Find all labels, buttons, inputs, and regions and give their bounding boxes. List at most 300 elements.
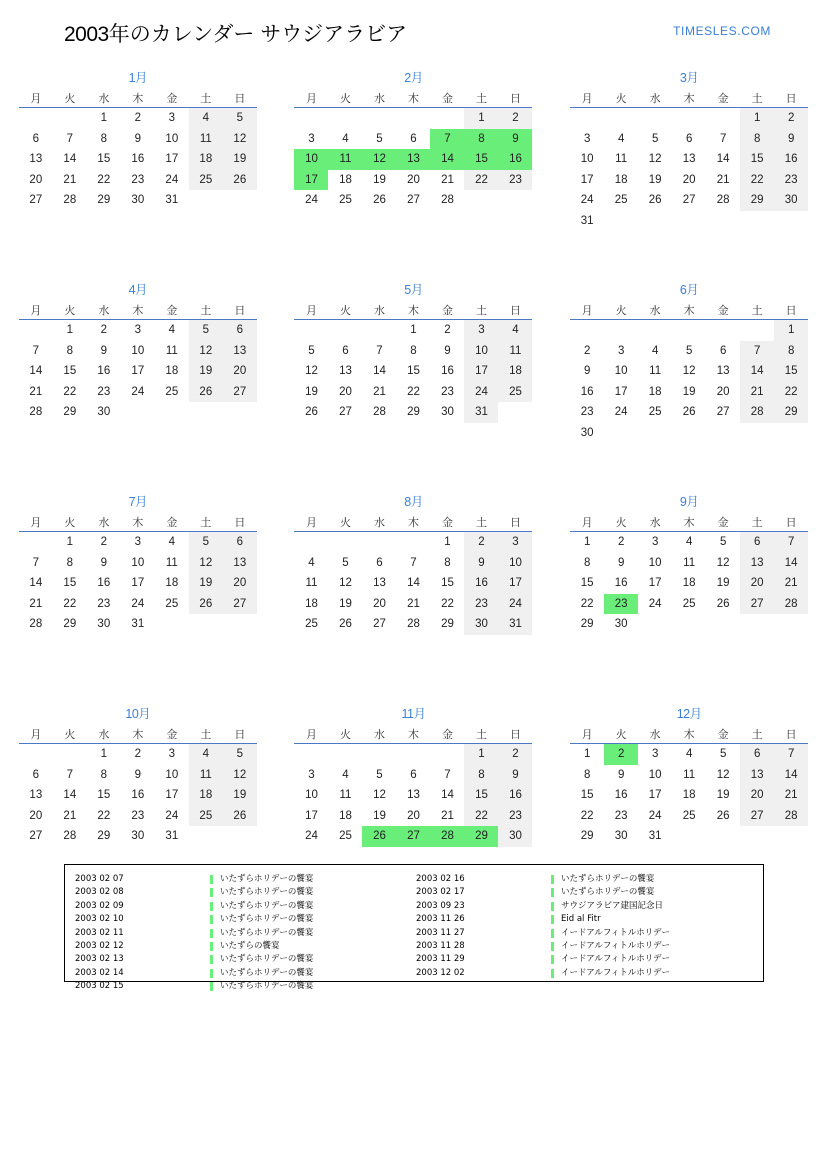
day-cell[interactable]: 22 <box>580 597 594 610</box>
day-cell[interactable]: 6 <box>719 344 727 357</box>
day-cell[interactable]: 21 <box>373 385 386 398</box>
day-cell[interactable]: 29 <box>97 194 111 207</box>
day-cell[interactable]: 1 <box>464 108 498 129</box>
day-cell[interactable]: 18 <box>648 385 662 398</box>
day-cell[interactable]: 11 <box>165 556 178 569</box>
day-cell[interactable]: 20 <box>29 173 43 186</box>
day-cell-holiday[interactable]: 10 <box>294 149 328 170</box>
day-cell[interactable]: 20 <box>339 385 352 398</box>
day-cell-holiday[interactable]: 9 <box>498 129 532 150</box>
day-cell[interactable]: 26 <box>305 406 318 419</box>
day-cell[interactable]: 5 <box>342 556 349 569</box>
day-cell[interactable]: 17 <box>580 173 594 186</box>
day-cell[interactable]: 28 <box>407 618 420 631</box>
day-cell[interactable]: 8 <box>100 768 108 781</box>
day-cell[interactable]: 22 <box>774 382 808 403</box>
day-cell[interactable]: 29 <box>441 618 454 631</box>
day-cell[interactable]: 26 <box>648 194 662 207</box>
day-cell[interactable]: 3 <box>583 132 591 145</box>
day-cell[interactable]: 20 <box>407 809 420 822</box>
day-cell[interactable]: 16 <box>580 385 594 398</box>
day-cell[interactable]: 7 <box>444 768 451 781</box>
day-cell[interactable]: 15 <box>740 149 774 170</box>
day-cell[interactable]: 1 <box>410 324 417 337</box>
day-cell[interactable]: 30 <box>97 406 111 419</box>
day-cell[interactable]: 16 <box>131 153 145 166</box>
day-cell[interactable]: 20 <box>29 809 43 822</box>
day-cell[interactable]: 14 <box>740 361 774 382</box>
day-cell[interactable]: 3 <box>617 344 625 357</box>
day-cell[interactable]: 21 <box>63 809 77 822</box>
day-cell[interactable]: 6 <box>685 132 693 145</box>
day-cell[interactable]: 20 <box>373 597 386 610</box>
day-cell[interactable]: 20 <box>740 573 774 594</box>
day-cell[interactable]: 14 <box>774 553 808 574</box>
day-cell[interactable]: 9 <box>464 553 498 574</box>
day-cell[interactable]: 20 <box>682 173 696 186</box>
day-cell[interactable]: 2 <box>134 112 142 125</box>
day-cell[interactable]: 1 <box>444 536 451 549</box>
day-cell-holiday[interactable]: 15 <box>464 149 498 170</box>
day-cell[interactable]: 13 <box>339 365 352 378</box>
day-cell[interactable]: 29 <box>774 402 808 423</box>
day-cell[interactable]: 7 <box>66 768 74 781</box>
day-cell[interactable]: 16 <box>614 577 628 590</box>
day-cell[interactable]: 18 <box>614 173 628 186</box>
day-cell[interactable]: 11 <box>339 789 352 802</box>
day-cell[interactable]: 1 <box>100 112 108 125</box>
day-cell[interactable]: 7 <box>32 556 40 569</box>
day-cell[interactable]: 22 <box>407 385 420 398</box>
day-cell[interactable]: 11 <box>498 341 532 362</box>
day-cell[interactable]: 20 <box>740 785 774 806</box>
day-cell-holiday[interactable]: 29 <box>464 826 498 847</box>
day-cell[interactable]: 10 <box>165 132 179 145</box>
day-cell[interactable]: 24 <box>165 809 179 822</box>
day-cell[interactable]: 4 <box>651 344 659 357</box>
day-cell[interactable]: 22 <box>97 173 111 186</box>
day-cell[interactable]: 20 <box>407 173 420 186</box>
day-cell[interactable]: 19 <box>223 785 257 806</box>
day-cell[interactable]: 30 <box>498 826 532 847</box>
day-cell-holiday[interactable]: 2 <box>604 744 638 765</box>
day-cell[interactable]: 21 <box>441 173 454 186</box>
day-cell-holiday[interactable]: 26 <box>362 826 396 847</box>
day-cell[interactable]: 9 <box>134 132 142 145</box>
day-cell[interactable]: 6 <box>740 532 774 553</box>
day-cell[interactable]: 30 <box>614 618 628 631</box>
day-cell[interactable]: 4 <box>342 768 349 781</box>
day-cell[interactable]: 14 <box>63 789 77 802</box>
day-cell[interactable]: 6 <box>223 320 257 341</box>
day-cell[interactable]: 23 <box>131 173 145 186</box>
day-cell[interactable]: 11 <box>165 344 178 357</box>
day-cell[interactable]: 9 <box>617 768 625 781</box>
day-cell[interactable]: 25 <box>189 806 223 827</box>
day-cell[interactable]: 26 <box>339 618 352 631</box>
day-cell[interactable]: 23 <box>131 809 145 822</box>
day-cell[interactable]: 26 <box>716 597 730 610</box>
day-cell[interactable]: 21 <box>716 173 730 186</box>
day-cell[interactable]: 26 <box>223 806 257 827</box>
day-cell[interactable]: 29 <box>580 618 594 631</box>
day-cell[interactable]: 28 <box>740 402 774 423</box>
day-cell[interactable]: 2 <box>100 536 108 549</box>
day-cell[interactable]: 27 <box>29 830 43 843</box>
day-cell[interactable]: 19 <box>648 173 662 186</box>
day-cell[interactable]: 22 <box>441 597 454 610</box>
day-cell[interactable]: 11 <box>683 556 696 569</box>
day-cell[interactable]: 22 <box>63 385 77 398</box>
day-cell[interactable]: 17 <box>165 789 179 802</box>
day-cell[interactable]: 10 <box>648 768 662 781</box>
day-cell[interactable]: 24 <box>648 597 662 610</box>
day-cell[interactable]: 26 <box>223 170 257 191</box>
day-cell[interactable]: 18 <box>498 361 532 382</box>
day-cell[interactable]: 16 <box>97 577 111 590</box>
day-cell[interactable]: 6 <box>32 768 40 781</box>
day-cell[interactable]: 19 <box>339 597 352 610</box>
day-cell[interactable]: 3 <box>308 132 315 145</box>
day-cell[interactable]: 9 <box>100 344 108 357</box>
day-cell[interactable]: 31 <box>580 214 594 227</box>
day-cell[interactable]: 31 <box>648 830 662 843</box>
day-cell[interactable]: 11 <box>615 153 628 166</box>
day-cell[interactable]: 12 <box>223 129 257 150</box>
day-cell[interactable]: 2 <box>498 108 532 129</box>
day-cell[interactable]: 15 <box>407 365 420 378</box>
day-cell[interactable]: 7 <box>719 132 727 145</box>
day-cell[interactable]: 13 <box>740 553 774 574</box>
day-cell[interactable]: 18 <box>682 577 696 590</box>
day-cell[interactable]: 13 <box>29 789 43 802</box>
day-cell[interactable]: 19 <box>682 385 696 398</box>
day-cell-holiday[interactable]: 23 <box>604 594 638 615</box>
day-cell-holiday[interactable]: 11 <box>328 149 362 170</box>
day-cell[interactable]: 25 <box>498 382 532 403</box>
day-cell[interactable]: 3 <box>498 532 532 553</box>
day-cell[interactable]: 31 <box>464 402 498 423</box>
day-cell[interactable]: 30 <box>464 614 498 635</box>
day-cell[interactable]: 5 <box>189 320 223 341</box>
day-cell[interactable]: 16 <box>774 149 808 170</box>
day-cell[interactable]: 17 <box>614 385 628 398</box>
day-cell[interactable]: 25 <box>165 597 179 610</box>
day-cell[interactable]: 13 <box>223 553 257 574</box>
day-cell[interactable]: 5 <box>376 768 383 781</box>
day-cell[interactable]: 16 <box>131 789 145 802</box>
day-cell[interactable]: 23 <box>97 597 111 610</box>
day-cell[interactable]: 30 <box>97 618 111 631</box>
day-cell[interactable]: 16 <box>498 785 532 806</box>
day-cell[interactable]: 1 <box>464 744 498 765</box>
day-cell[interactable]: 11 <box>189 129 223 150</box>
day-cell[interactable]: 26 <box>189 382 223 403</box>
day-cell[interactable]: 13 <box>373 577 386 590</box>
day-cell[interactable]: 19 <box>223 149 257 170</box>
day-cell[interactable]: 9 <box>100 556 108 569</box>
day-cell[interactable]: 9 <box>498 765 532 786</box>
day-cell[interactable]: 9 <box>444 344 451 357</box>
day-cell[interactable]: 28 <box>774 594 808 615</box>
day-cell[interactable]: 5 <box>651 132 659 145</box>
day-cell[interactable]: 30 <box>614 830 628 843</box>
day-cell[interactable]: 29 <box>63 618 77 631</box>
day-cell[interactable]: 22 <box>740 170 774 191</box>
day-cell[interactable]: 4 <box>685 748 693 761</box>
day-cell[interactable]: 28 <box>63 194 77 207</box>
day-cell[interactable]: 11 <box>683 768 696 781</box>
day-cell[interactable]: 10 <box>648 556 662 569</box>
day-cell[interactable]: 2 <box>464 532 498 553</box>
day-cell[interactable]: 28 <box>373 406 386 419</box>
day-cell[interactable]: 4 <box>685 536 693 549</box>
day-cell[interactable]: 25 <box>339 830 352 843</box>
day-cell[interactable]: 10 <box>498 553 532 574</box>
day-cell[interactable]: 22 <box>464 170 498 191</box>
day-cell[interactable]: 23 <box>464 594 498 615</box>
day-cell[interactable]: 16 <box>464 573 498 594</box>
day-cell[interactable]: 13 <box>716 365 730 378</box>
day-cell[interactable]: 31 <box>165 194 179 207</box>
day-cell-holiday[interactable]: 13 <box>396 149 430 170</box>
day-cell[interactable]: 27 <box>740 594 774 615</box>
day-cell[interactable]: 6 <box>410 768 417 781</box>
day-cell[interactable]: 28 <box>716 194 730 207</box>
day-cell[interactable]: 21 <box>774 573 808 594</box>
day-cell[interactable]: 8 <box>410 344 417 357</box>
day-cell[interactable]: 29 <box>740 190 774 211</box>
day-cell[interactable]: 25 <box>339 194 352 207</box>
day-cell[interactable]: 8 <box>774 341 808 362</box>
day-cell[interactable]: 26 <box>373 194 386 207</box>
day-cell[interactable]: 27 <box>407 194 420 207</box>
day-cell[interactable]: 21 <box>29 597 43 610</box>
day-cell[interactable]: 23 <box>580 406 594 419</box>
day-cell[interactable]: 1 <box>583 748 591 761</box>
day-cell[interactable]: 1 <box>66 324 74 337</box>
day-cell[interactable]: 24 <box>305 830 318 843</box>
day-cell[interactable]: 24 <box>614 406 628 419</box>
day-cell[interactable]: 30 <box>580 426 594 439</box>
day-cell[interactable]: 24 <box>131 385 145 398</box>
day-cell[interactable]: 18 <box>189 149 223 170</box>
day-cell[interactable]: 12 <box>716 556 730 569</box>
day-cell[interactable]: 22 <box>63 597 77 610</box>
day-cell[interactable]: 27 <box>339 406 352 419</box>
day-cell[interactable]: 7 <box>410 556 417 569</box>
day-cell[interactable]: 19 <box>189 361 223 382</box>
day-cell[interactable]: 5 <box>719 748 727 761</box>
day-cell[interactable]: 24 <box>464 382 498 403</box>
day-cell[interactable]: 18 <box>682 789 696 802</box>
day-cell[interactable]: 6 <box>410 132 417 145</box>
day-cell[interactable]: 24 <box>305 194 318 207</box>
day-cell[interactable]: 23 <box>498 806 532 827</box>
day-cell[interactable]: 12 <box>373 789 386 802</box>
day-cell[interactable]: 2 <box>774 108 808 129</box>
day-cell-holiday[interactable]: 12 <box>362 149 396 170</box>
day-cell[interactable]: 23 <box>441 385 454 398</box>
day-cell[interactable]: 6 <box>32 132 40 145</box>
day-cell[interactable]: 10 <box>464 341 498 362</box>
day-cell[interactable]: 4 <box>168 536 176 549</box>
day-cell[interactable]: 15 <box>63 365 77 378</box>
day-cell[interactable]: 8 <box>444 556 451 569</box>
day-cell[interactable]: 6 <box>376 556 383 569</box>
day-cell[interactable]: 24 <box>131 597 145 610</box>
day-cell[interactable]: 11 <box>189 765 223 786</box>
day-cell[interactable]: 20 <box>223 573 257 594</box>
day-cell[interactable]: 31 <box>165 830 179 843</box>
day-cell[interactable]: 21 <box>441 809 454 822</box>
day-cell[interactable]: 3 <box>168 112 176 125</box>
day-cell[interactable]: 9 <box>774 129 808 150</box>
day-cell[interactable]: 13 <box>407 789 420 802</box>
day-cell[interactable]: 17 <box>131 577 145 590</box>
day-cell[interactable]: 22 <box>464 806 498 827</box>
day-cell[interactable]: 24 <box>648 809 662 822</box>
day-cell[interactable]: 3 <box>308 768 315 781</box>
day-cell[interactable]: 12 <box>189 341 223 362</box>
day-cell[interactable]: 14 <box>63 153 77 166</box>
day-cell[interactable]: 19 <box>716 577 730 590</box>
day-cell[interactable]: 13 <box>29 153 43 166</box>
day-cell[interactable]: 5 <box>223 108 257 129</box>
day-cell[interactable]: 19 <box>305 385 318 398</box>
day-cell[interactable]: 15 <box>63 577 77 590</box>
day-cell[interactable]: 3 <box>168 748 176 761</box>
day-cell[interactable]: 16 <box>441 365 454 378</box>
day-cell[interactable]: 19 <box>716 789 730 802</box>
day-cell[interactable]: 14 <box>29 365 43 378</box>
day-cell[interactable]: 15 <box>441 577 454 590</box>
day-cell[interactable]: 17 <box>648 789 662 802</box>
day-cell[interactable]: 23 <box>614 809 628 822</box>
day-cell[interactable]: 6 <box>342 344 349 357</box>
day-cell[interactable]: 1 <box>583 536 591 549</box>
day-cell[interactable]: 28 <box>29 406 43 419</box>
day-cell[interactable]: 2 <box>583 344 591 357</box>
day-cell[interactable]: 10 <box>131 344 145 357</box>
day-cell[interactable]: 12 <box>716 768 730 781</box>
day-cell[interactable]: 10 <box>305 789 318 802</box>
day-cell[interactable]: 21 <box>407 597 420 610</box>
day-cell[interactable]: 7 <box>774 744 808 765</box>
day-cell[interactable]: 29 <box>63 406 77 419</box>
day-cell[interactable]: 3 <box>651 536 659 549</box>
day-cell[interactable]: 25 <box>682 809 696 822</box>
day-cell[interactable]: 12 <box>305 365 318 378</box>
day-cell[interactable]: 14 <box>774 765 808 786</box>
day-cell[interactable]: 13 <box>682 153 696 166</box>
day-cell[interactable]: 27 <box>716 406 730 419</box>
day-cell[interactable]: 23 <box>774 170 808 191</box>
day-cell[interactable]: 7 <box>774 532 808 553</box>
day-cell[interactable]: 18 <box>339 173 352 186</box>
day-cell[interactable]: 28 <box>774 806 808 827</box>
day-cell[interactable]: 24 <box>498 594 532 615</box>
day-cell[interactable]: 26 <box>716 809 730 822</box>
day-cell[interactable]: 30 <box>131 830 145 843</box>
day-cell[interactable]: 15 <box>580 789 594 802</box>
day-cell[interactable]: 21 <box>29 385 43 398</box>
day-cell[interactable]: 8 <box>66 556 74 569</box>
day-cell[interactable]: 7 <box>740 341 774 362</box>
day-cell[interactable]: 23 <box>97 385 111 398</box>
day-cell[interactable]: 15 <box>774 361 808 382</box>
day-cell[interactable]: 21 <box>740 382 774 403</box>
day-cell[interactable]: 14 <box>407 577 420 590</box>
day-cell[interactable]: 7 <box>376 344 383 357</box>
day-cell-holiday[interactable]: 8 <box>464 129 498 150</box>
day-cell[interactable]: 3 <box>464 320 498 341</box>
day-cell[interactable]: 4 <box>308 556 315 569</box>
day-cell[interactable]: 31 <box>131 618 145 631</box>
day-cell[interactable]: 5 <box>719 536 727 549</box>
day-cell[interactable]: 5 <box>685 344 693 357</box>
day-cell[interactable]: 17 <box>498 573 532 594</box>
day-cell[interactable]: 7 <box>32 344 40 357</box>
day-cell[interactable]: 13 <box>223 341 257 362</box>
day-cell[interactable]: 10 <box>580 153 594 166</box>
day-cell[interactable]: 16 <box>614 789 628 802</box>
day-cell[interactable]: 25 <box>305 618 318 631</box>
day-cell[interactable]: 23 <box>498 170 532 191</box>
day-cell[interactable]: 12 <box>189 553 223 574</box>
day-cell[interactable]: 14 <box>29 577 43 590</box>
day-cell[interactable]: 22 <box>97 809 111 822</box>
day-cell[interactable]: 19 <box>373 173 386 186</box>
day-cell[interactable]: 17 <box>464 361 498 382</box>
day-cell[interactable]: 18 <box>165 365 179 378</box>
day-cell[interactable]: 29 <box>407 406 420 419</box>
day-cell[interactable]: 1 <box>100 748 108 761</box>
day-cell[interactable]: 12 <box>339 577 352 590</box>
day-cell[interactable]: 2 <box>444 324 451 337</box>
day-cell[interactable]: 3 <box>134 324 142 337</box>
day-cell-holiday[interactable]: 27 <box>396 826 430 847</box>
day-cell[interactable]: 20 <box>716 385 730 398</box>
day-cell[interactable]: 27 <box>682 194 696 207</box>
day-cell[interactable]: 2 <box>100 324 108 337</box>
day-cell[interactable]: 13 <box>740 765 774 786</box>
day-cell[interactable]: 14 <box>373 365 386 378</box>
day-cell[interactable]: 8 <box>464 765 498 786</box>
day-cell[interactable]: 25 <box>682 597 696 610</box>
day-cell[interactable]: 8 <box>583 768 591 781</box>
day-cell[interactable]: 19 <box>373 809 386 822</box>
day-cell[interactable]: 5 <box>376 132 383 145</box>
day-cell[interactable]: 14 <box>441 789 454 802</box>
day-cell[interactable]: 2 <box>617 536 625 549</box>
day-cell[interactable]: 9 <box>617 556 625 569</box>
day-cell[interactable]: 22 <box>580 809 594 822</box>
day-cell[interactable]: 1 <box>774 320 808 341</box>
day-cell[interactable]: 18 <box>189 785 223 806</box>
day-cell-holiday[interactable]: 14 <box>430 149 464 170</box>
day-cell[interactable]: 27 <box>29 194 43 207</box>
day-cell[interactable]: 14 <box>716 153 730 166</box>
day-cell[interactable]: 15 <box>97 789 111 802</box>
day-cell[interactable]: 26 <box>189 594 223 615</box>
day-cell[interactable]: 8 <box>66 344 74 357</box>
day-cell[interactable]: 6 <box>223 532 257 553</box>
day-cell[interactable]: 4 <box>189 744 223 765</box>
day-cell[interactable]: 18 <box>339 809 352 822</box>
day-cell[interactable]: 29 <box>580 830 594 843</box>
day-cell[interactable]: 15 <box>464 785 498 806</box>
